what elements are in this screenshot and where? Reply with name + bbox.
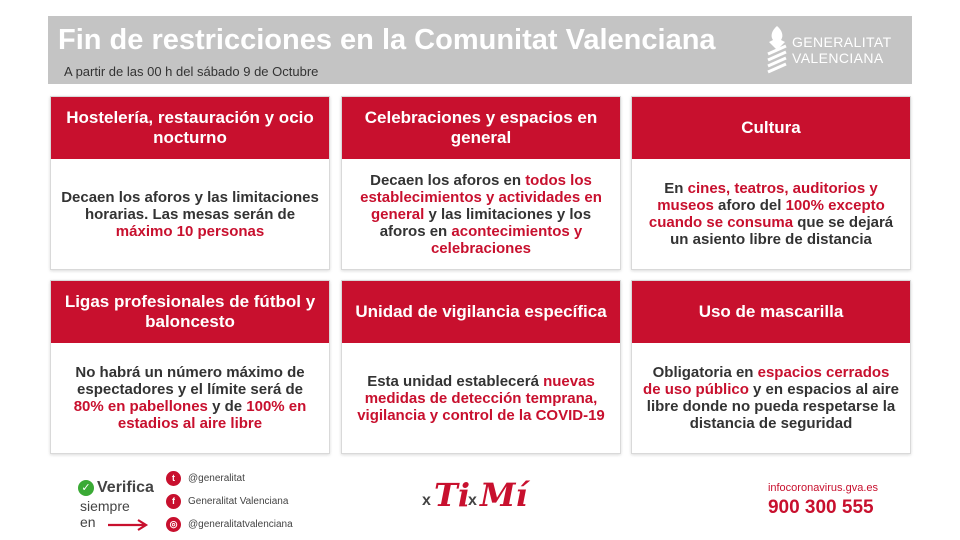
card-body — [632, 159, 910, 269]
body-text: que se dejará un asiento libre de distancia — [670, 214, 894, 248]
social-links — [166, 468, 293, 537]
instagram-icon: ◎ — [166, 517, 181, 532]
social-twitter[interactable] — [166, 468, 293, 488]
bat-emblem-icon — [766, 24, 788, 74]
slogan-ti: Ti — [434, 476, 470, 514]
twitter-handle: @generalitat — [188, 472, 245, 484]
card-title: Uso de mascarilla — [632, 281, 910, 343]
body-text: y de — [207, 398, 247, 415]
facebook-icon: f — [166, 494, 181, 509]
facebook-handle: Generalitat Valenciana — [188, 495, 289, 507]
body-text: Decaen los aforos en — [370, 171, 526, 189]
highlight-text: máximo 10 personas — [115, 222, 265, 240]
slogan-x-1: x — [422, 492, 431, 509]
highlight-text: 80% en pabellones — [73, 398, 208, 415]
card-cultura — [631, 96, 911, 270]
highlight-text: 100% excepto cuando se consuma — [648, 197, 885, 231]
card-celebraciones — [341, 96, 621, 270]
highlight-text: acontecimientos y celebraciones — [430, 222, 583, 257]
footer — [0, 460, 960, 540]
card-ligas — [50, 280, 330, 454]
card-vigilancia — [341, 280, 621, 454]
page-title: Fin de restricciones en la Comunitat Valenciana — [58, 24, 716, 56]
instagram-handle: @generalitatvalenciana — [188, 518, 293, 530]
body-text: y en espacios al aire libre donde no pueda respetarse la distancia de seguridad — [646, 381, 899, 432]
verify-block — [78, 470, 168, 530]
body-text: En — [664, 180, 688, 197]
slogan-logo — [420, 472, 540, 520]
card-mascarilla — [631, 280, 911, 454]
body-text: Decaen los aforos y las limitaciones horarias. Las mesas serán de — [61, 188, 319, 223]
phone-number[interactable]: 900 300 555 — [767, 497, 874, 518]
header-banner — [48, 16, 912, 84]
page-subtitle: A partir de las 00 h del sábado 9 de Octubre — [64, 64, 319, 79]
logo-line-1: GENERALITAT — [792, 34, 892, 50]
slogan-mi: Mí — [480, 476, 528, 514]
card-title: Celebraciones y espacios en general — [342, 97, 620, 159]
card-body — [51, 343, 329, 453]
highlight-text: todos los establecimientos y actividades en general — [360, 171, 602, 223]
body-text: y las limitaciones y los aforos en — [379, 205, 592, 240]
card-title: Hostelería, restauración y ocio nocturno — [51, 97, 329, 159]
highlight-text: nuevas medidas de detección temprana, vigilancia y control de la COVID-19 — [357, 372, 605, 424]
card-body — [342, 159, 620, 269]
body-text: Esta unidad establecerá — [367, 372, 544, 390]
logo-line-2: VALENCIANA — [792, 50, 884, 66]
highlight-text: 100% en estadios al aire libre — [117, 398, 307, 432]
arrow-right-icon — [106, 518, 150, 532]
body-text: Obligatoria en — [652, 364, 758, 381]
check-icon: ✓ — [78, 480, 94, 496]
card-body — [51, 159, 329, 269]
body-text: No habrá un número máximo de espectadores y el límite será de — [75, 364, 305, 398]
highlight-text: cines, teatros, auditorios y museos — [657, 180, 878, 214]
logo-text — [792, 34, 892, 66]
slogan-x-2: x — [468, 492, 477, 509]
card-title: Cultura — [632, 97, 910, 159]
verify-line-2: siempre — [80, 498, 130, 514]
verify-label: Verifica — [97, 479, 154, 496]
card-title: Unidad de vigilancia específica — [342, 281, 620, 343]
contact-block — [768, 482, 878, 519]
card-title: Ligas profesionales de fútbol y baloncesto — [51, 281, 329, 343]
generalitat-logo — [766, 22, 906, 78]
highlight-text: espacios cerrados de uso público — [643, 364, 890, 398]
card-body — [632, 343, 910, 453]
social-instagram[interactable] — [166, 514, 293, 534]
card-body — [342, 343, 620, 453]
twitter-icon: t — [166, 471, 181, 486]
social-facebook[interactable] — [166, 491, 293, 511]
website-link[interactable]: infocoronavirus.gva.es — [767, 482, 878, 494]
verify-line-3: en — [80, 514, 96, 530]
body-text: aforo del — [713, 197, 786, 214]
card-hosteleria — [50, 96, 330, 270]
